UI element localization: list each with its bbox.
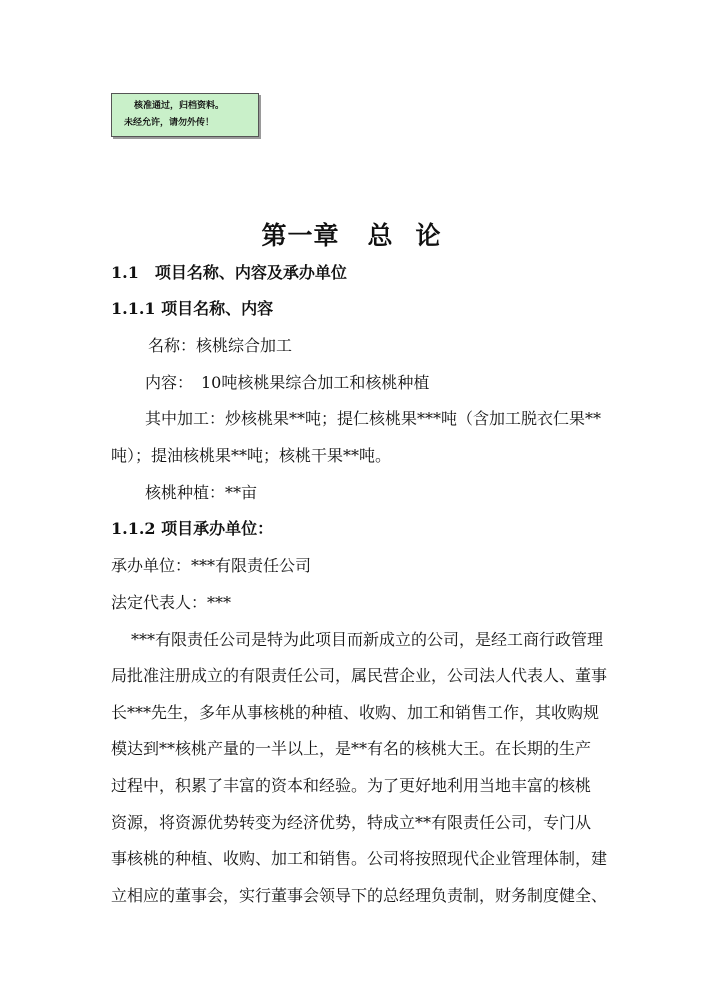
project-content-line: 内容： 10吨核桃果综合加工和核桃种植 — [145, 373, 430, 392]
paragraph-line-5: 过程中，积累了丰富的资本和经验。为了更好地利用当地丰富的核桃 — [111, 776, 592, 795]
stamp-line-1: 核准通过，归档资料。 — [134, 101, 225, 111]
paragraph-line-8: 立相应的董事会，实行董事会领导下的总经理负责制，财务制度健全、 — [111, 886, 608, 905]
processing-line-1: 其中加工：炒核桃果**吨；提仁核桃果***吨（含加工脱衣仁果** — [145, 409, 602, 428]
chapter-title-part-1: 第一章 — [261, 221, 340, 250]
approval-stamp — [111, 93, 259, 137]
paragraph-line-3: 长***先生，多年从事核桃的种植、收购、加工和销售工作，其收购规 — [111, 703, 600, 722]
chapter-title-part-2: 总 — [367, 221, 394, 250]
paragraph-line-4: 模达到**核桃产量的一半以上，是**有名的核桃大王。在长期的生产 — [111, 739, 592, 758]
paragraph-line-2: 局批准注册成立的有限责任公司，属民营企业，公司法人代表人、董事 — [111, 666, 608, 685]
section-heading-1-1: 1.1 项目名称、内容及承办单位 — [111, 263, 347, 282]
stamp-line-2: 未经允许，请勿外传！ — [124, 118, 215, 128]
paragraph-line-1: ***有限责任公司是特为此项目而新成立的公司，是经工商行政管理 — [131, 630, 604, 649]
chapter-title — [0, 216, 703, 256]
section-heading-1-1-1: 1.1.1 项目名称、内容 — [111, 299, 274, 318]
paragraph-line-6: 资源，将资源优势转变为经济优势，特成立**有限责任公司，专门从 — [111, 813, 592, 832]
paragraph-line-7: 事核桃的种植、收购、加工和销售。公司将按照现代企业管理体制，建 — [111, 849, 608, 868]
section-heading-1-1-2: 1.1.2 项目承办单位： — [111, 519, 274, 538]
planting-line: 核桃种植：**亩 — [145, 483, 258, 502]
legal-representative-line: 法定代表人：*** — [111, 593, 232, 612]
project-name-line: 名称：核桃综合加工 — [148, 336, 293, 355]
undertaker-line: 承办单位：***有限责任公司 — [111, 556, 312, 575]
chapter-title-part-3: 论 — [415, 221, 442, 250]
processing-line-2: 吨）；提油核桃果**吨；核桃干果**吨。 — [111, 446, 392, 465]
